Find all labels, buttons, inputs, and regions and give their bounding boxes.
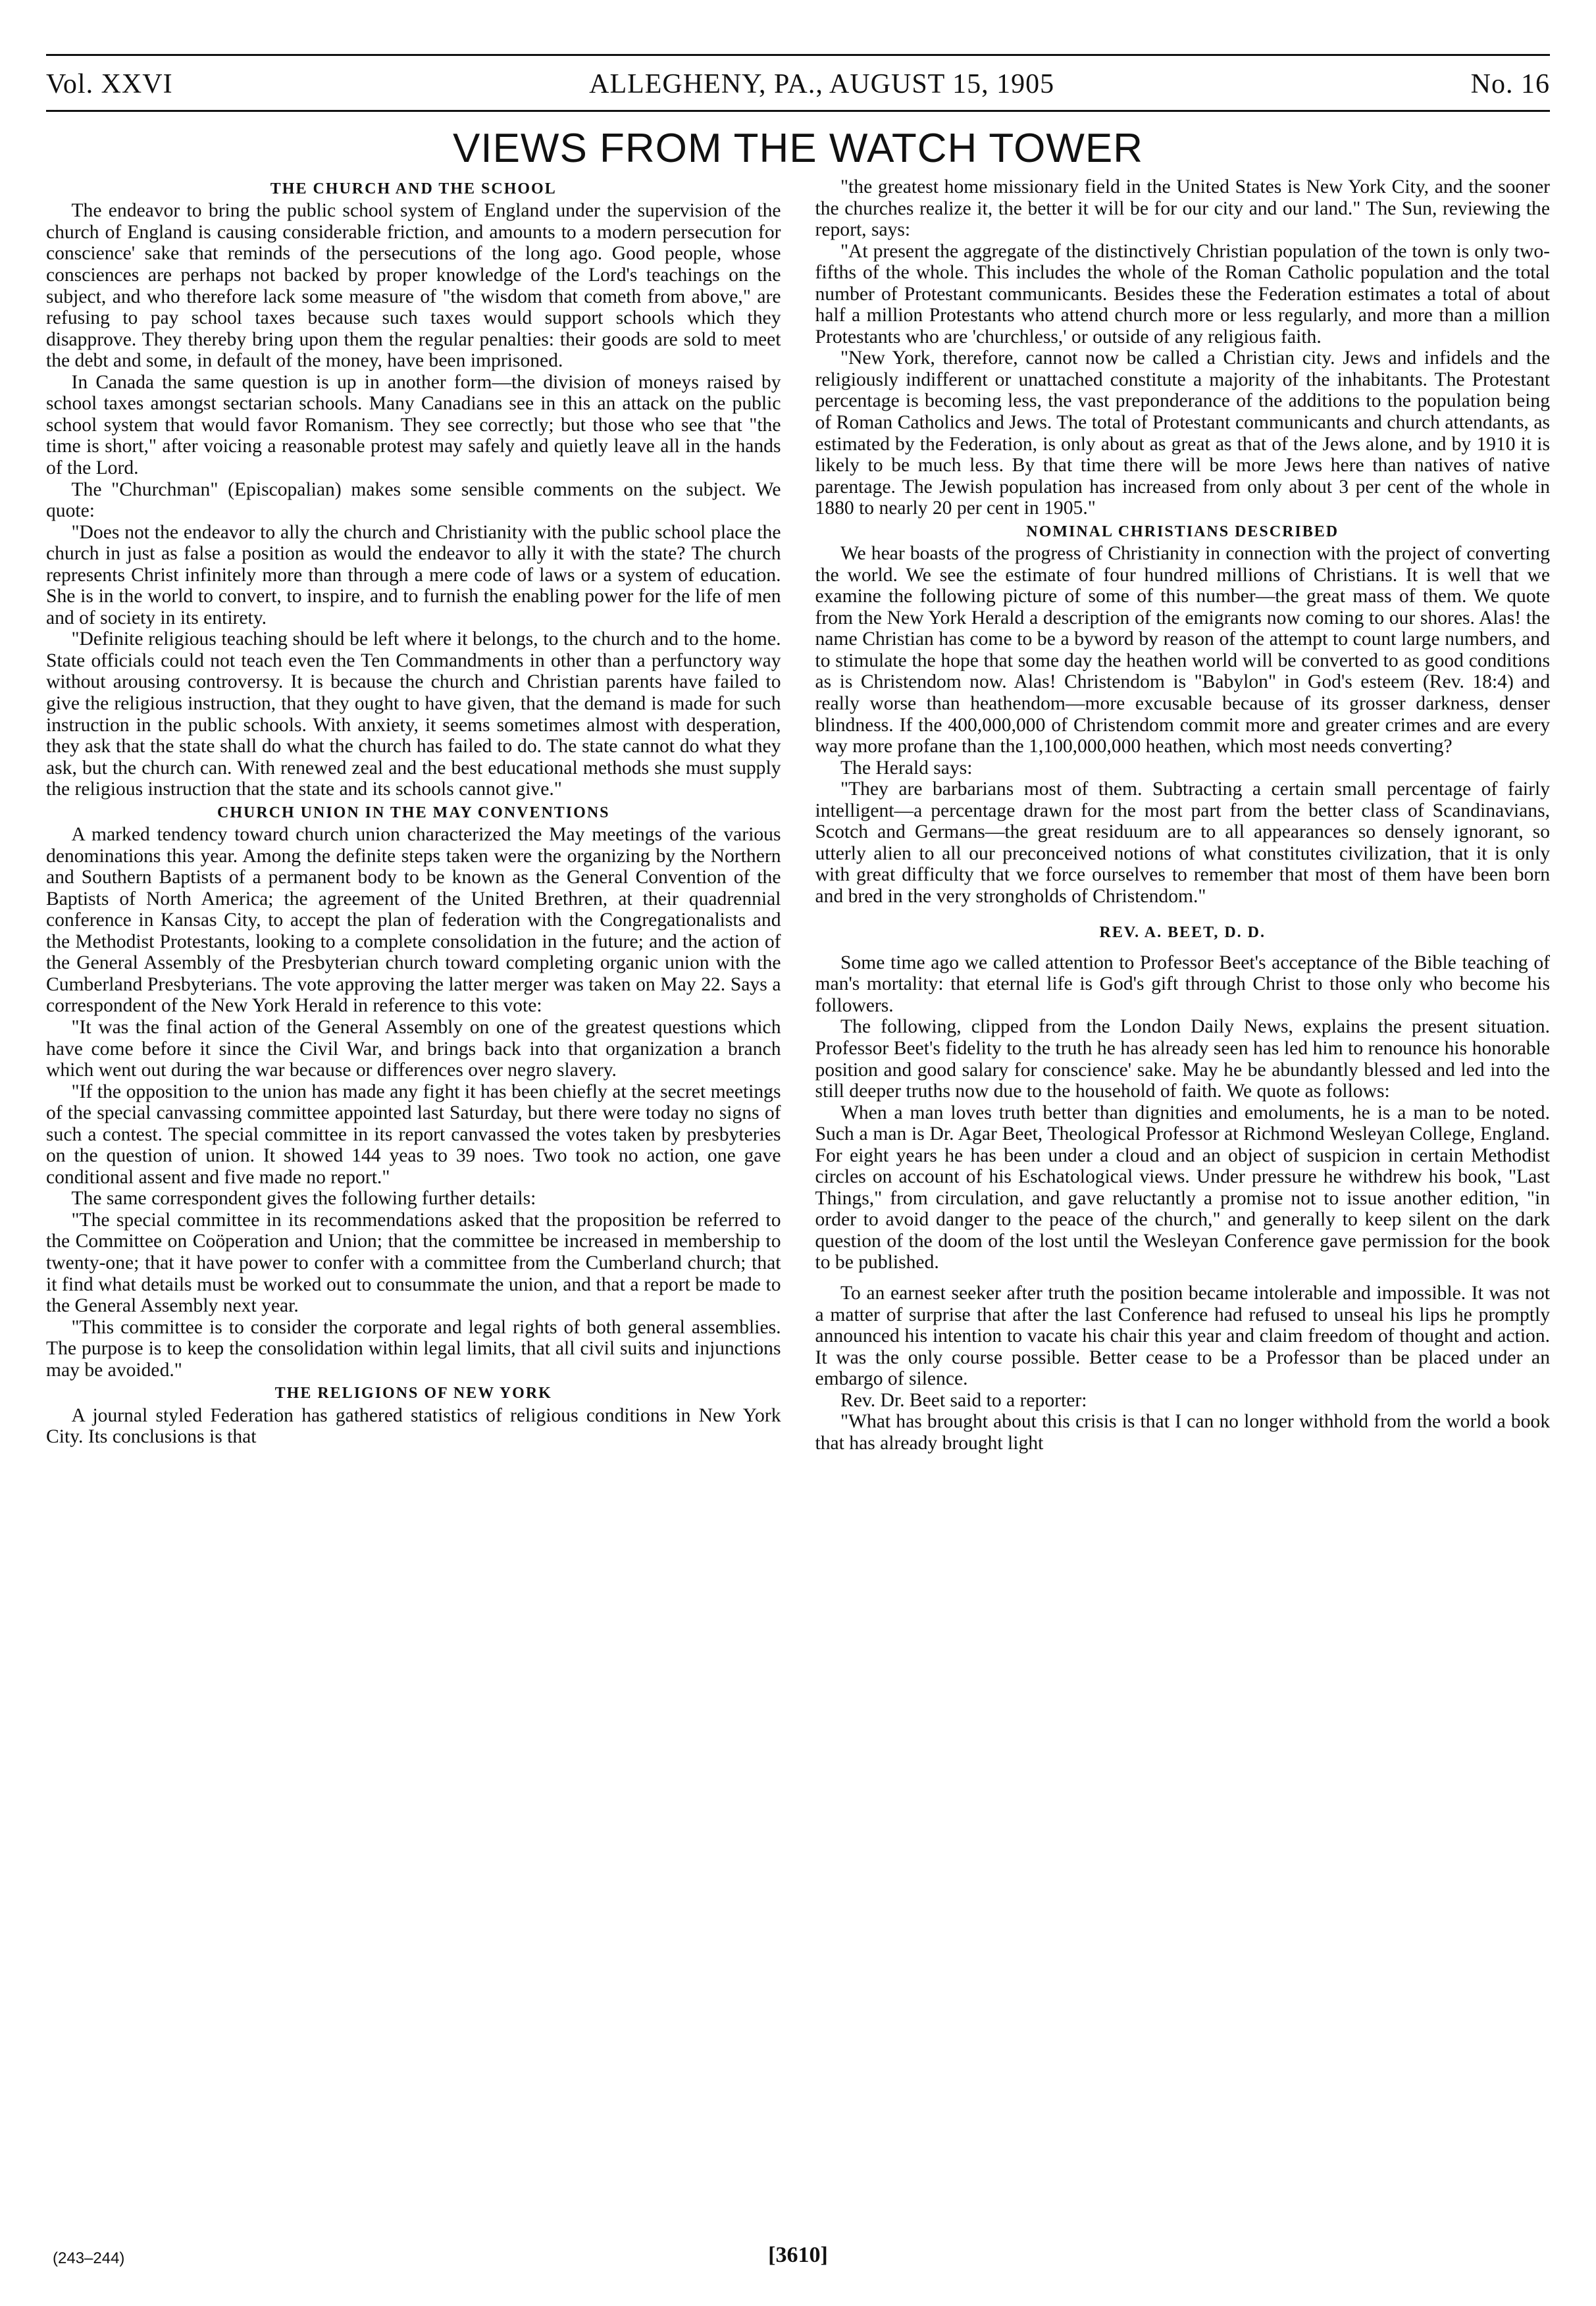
paragraph: A journal styled Federation has gathered statistics of religious conditions in New York City. Its conclusions is that (46, 1404, 781, 1448)
paragraph: Rev. Dr. Beet said to a reporter: (840, 1389, 1087, 1411)
place-date: ALLEGHENY, PA., AUGUST 15, 1905 (589, 69, 1055, 99)
paragraph: We hear boasts of the progress of Christianity in connection with the project of converting the world. We see the estimate of four hundred millions of Christians. It is well that we examine the following picture of some of this number—the great mass of them. We quote from the New York Herald a description of the emigrants now coming to our shores. Alas! the name Christian has come to be a byword by reason of the attempt to count large numbers, and to stimulate the hope that some day the heathen world will be converted to as good conditions as is Christendom now. Alas! Christendom is "Babylon" in God's esteem (Rev. 18:4) and really worse than heathendom—more excusable because of its grosser darkness, denser blindness. If the 400,000,000 of Christendom commit more and greater crimes and are every way more profane than the 1,100,000,000 heathen, which most needs converting? (815, 543, 1550, 757)
paragraph: A marked tendency toward church union characterized the May meetings of the various denominations this year. Among the definite steps taken were the organizing by the Northern and Southern Baptists of a permanent body to be known as the General Convention of the Baptists of North America; the agreement of the United Brethren, at their quadrennial conference in Kansas City, to accept the plan of federation with the Congregationalists and the Methodist Protestants, looking to a complete consolidation in the future; and the action of the General Assembly of the Presbyterian church toward completing organic union with the Cumberland Presbyterians. The vote approving the latter merger was taken on May 22. Says a correspondent of the New York Herald in reference to this vote: (46, 824, 781, 1017)
paragraph: "This committee is to consider the corporate and legal rights of both general assemblies. The purpose is to keep the consolidation within legal limits, that all civil suits and injunctions may be avoided." (46, 1316, 781, 1381)
paragraph: Some time ago we called attention to Professor Beet's acceptance of the Bible teaching of man's mortality: that eternal life is God's gift through Christ to those only who become his followers. (815, 952, 1550, 1016)
paragraph: "The special committee in its recommendations asked that the proposition be referred to the Committee on Coöperation and Union; that the committee be increased in membership to twenty-one; that it have power to confer with a committee from the Cumberland church; that it find what details must be worked out to consummate the union, and that a report be made to the General Assembly next year. (46, 1209, 781, 1317)
article-columns (46, 176, 1550, 2207)
paragraph: "They are barbarians most of them. Subtracting a certain small percentage of fairly intelligent—a percentage drawn for the most part from the better class of Scandinavians, Scotch and Germans—the great residuum are to all appearances so densely ignorant, so utterly alien to all our preconceived notions of what constitutes civilization, that it is only with great difficulty that we force ourselves to remember that most of them have been born and bred in the very strongholds of Christendom." (815, 779, 1550, 907)
paragraph: To an earnest seeker after truth the position became intolerable and impossible. It was not a matter of surprise that after the last Conference had refused to unseal his lips he promptly announced his intention to vacate his chair this year and claim freedom of thought and action. It was the only course possible. Better cease to be a Professor than be placed under an embargo of silence. (815, 1283, 1550, 1390)
masthead-top-rule (46, 54, 1550, 56)
left-column (46, 176, 781, 2207)
paragraph: "the greatest home missionary field in the United States is New York City, and the sooner the churches realize it, the better it will be for our city and our land." The Sun, reviewing the report, says: (815, 176, 1550, 241)
page-footer (46, 2228, 1550, 2268)
paragraph: "If the opposition to the union has made any fight it has been chiefly at the secret meetings of the special canvassing committee appointed last Saturday, but there were today no signs of such a contest. The special committee in its report canvassed the votes taken by presbyteries on the question of union. It showed 144 yeas to 39 noes. Two took no action, one gave conditional assent and five made no report." (46, 1081, 781, 1188)
paragraph: "Does not the endeavor to ally the church and Christianity with the public school place the church in just as false a position as would the endeavor to ally it with the state? The church represents Christ infinitely more than through a mere code of laws or a system of education. She is in the world to convert, to inspire, and to furnish the enabling power for the life of men and of society in its entirety. (46, 521, 781, 628)
paragraph: The endeavor to bring the public school system of England under the supervision of the church of England is causing considerable friction, and amounts to a modern persecution for conscience' sake that reminds of the persecutions of the long ago. Good people, whose consciences are perhaps not backed by proper knowledge of the Lord's teachings on the subject, and who therefore lack some measure of "the wisdom that cometh from above," are refusing to pay school taxes because such taxes would support schools which they disapprove. They thereby bring upon them the regular penalties: their goods are sold to meet the debt and some, in default of the money, have been imprisoned. (46, 200, 781, 372)
paragraph: The "Churchman" (Episcopalian) makes some sensible comments on the subject. We quote: (46, 478, 781, 522)
paragraph: When a man loves truth better than dignities and emoluments, he is a man to be noted. Such a man is Dr. Agar Beet, Theological Professor at Richmond Wesleyan College, England. For eight years he has been under a cloud and an object of suspicion in certain Methodist circles on account of his Eschatological views. Under pressure he withdrew his book, "Last Things," from circulation, and gave reluctantly a promise not to issue another edition, "in order to avoid danger to the peace of the church," and generally to keep silent on the dark question of the doom of the lost until the Wesleyan Conference gave permission for the book to be published. (815, 1102, 1550, 1273)
page-title: VIEWS FROM THE WATCH TOWER (453, 126, 1143, 171)
section-heading: NOMINAL CHRISTIANS DESCRIBED (1026, 523, 1339, 540)
page-number: [3610] (768, 2243, 828, 2267)
masthead (46, 63, 1550, 105)
paragraph: "At present the aggregate of the distinctively Christian population of the town is only two-fifths of the whole. This includes the whole of the Roman Catholic population and the total number of Protestant communicants. Besides these the Federation estimates a total of about half a million Protestants who attend church more or less regularly, and more than a million Protestants who are 'churchless,' or outside of any religious faith. (815, 240, 1550, 347)
section-heading: CHURCH UNION IN THE MAY CONVENTIONS (217, 804, 610, 821)
paragraph: "What has brought about this crisis is that I can no longer withhold from the world a book that has already brought light (815, 1411, 1550, 1454)
paragraph: "It was the final action of the General Assembly on one of the greatest questions which have come before it since the Civil War, and brings back into that organization a branch which went out during the war because or differences over negro slavery. (46, 1017, 781, 1081)
right-column (815, 176, 1551, 2207)
masthead-bottom-rule (46, 110, 1550, 112)
volume-label: Vol. XXVI (46, 69, 173, 99)
issue-number: No. 16 (1470, 69, 1550, 99)
section-heading: THE CHURCH AND THE SCHOOL (270, 180, 557, 197)
section-heading: THE RELIGIONS OF NEW YORK (274, 1385, 552, 1402)
paragraph: The following, clipped from the London Daily News, explains the present situation. Professor Beet's fidelity to the truth he has already seen has led him to renounce his honorable position and good salary for conscience' sake. May he be abundantly blessed and led into the still deeper truths now due to the household of faith. We quote as follows: (815, 1016, 1550, 1102)
paragraph: "Definite religious teaching should be left where it belongs, to the church and to the home. State officials could not teach even the Ten Commandments in other than a perfunctory way without arousing controversy. It is because the church and Christian parents have failed to give the religious instruction, that they ought to have given, that the demand is made for such instruction in the public schools. With anxiety, it seems sometimes almost with desperation, they ask that the state shall do what the church has failed to do. The state cannot do what they ask, but the church can. With renewed zeal and the best educational methods she must supply the religious instruction that the state and its schools cannot give." (46, 628, 781, 800)
paragraph: The same correspondent gives the following further details: (71, 1188, 536, 1210)
paragraph: In Canada the same question is up in another form—the division of moneys raised by school taxes amongst sectarian schools. Many Canadians see in this an attack on the public school system that would favor Romanism. They see correctly; but those who see that "the time is short," after voicing a reasonable protest may safely and quietly leave all in the hands of the Lord. (46, 371, 781, 478)
paragraph: "New York, therefore, cannot now be called a Christian city. Jews and infidels and the religiously indifferent or unattached constitute a majority of the inhabitants. The Protestant percentage is becoming less, the vast preponderance of the additions to the population being of Roman Catholics and Jews. The total of Protestant communicants and church attendants, as estimated by the Federation, is only about as great as that of the Jews alone, and by 1910 it is likely to be much less. By that time there will be more Jews here than natives of native parentage. The Jewish population has increased from only about 3 per cent of the whole in 1880 to nearly 20 per cent in 1905." (815, 347, 1550, 519)
section-heading: REV. A. BEET, D. D. (1099, 924, 1266, 942)
paragraph: The Herald says: (840, 757, 973, 779)
page-code: (243–244) (53, 2249, 125, 2267)
